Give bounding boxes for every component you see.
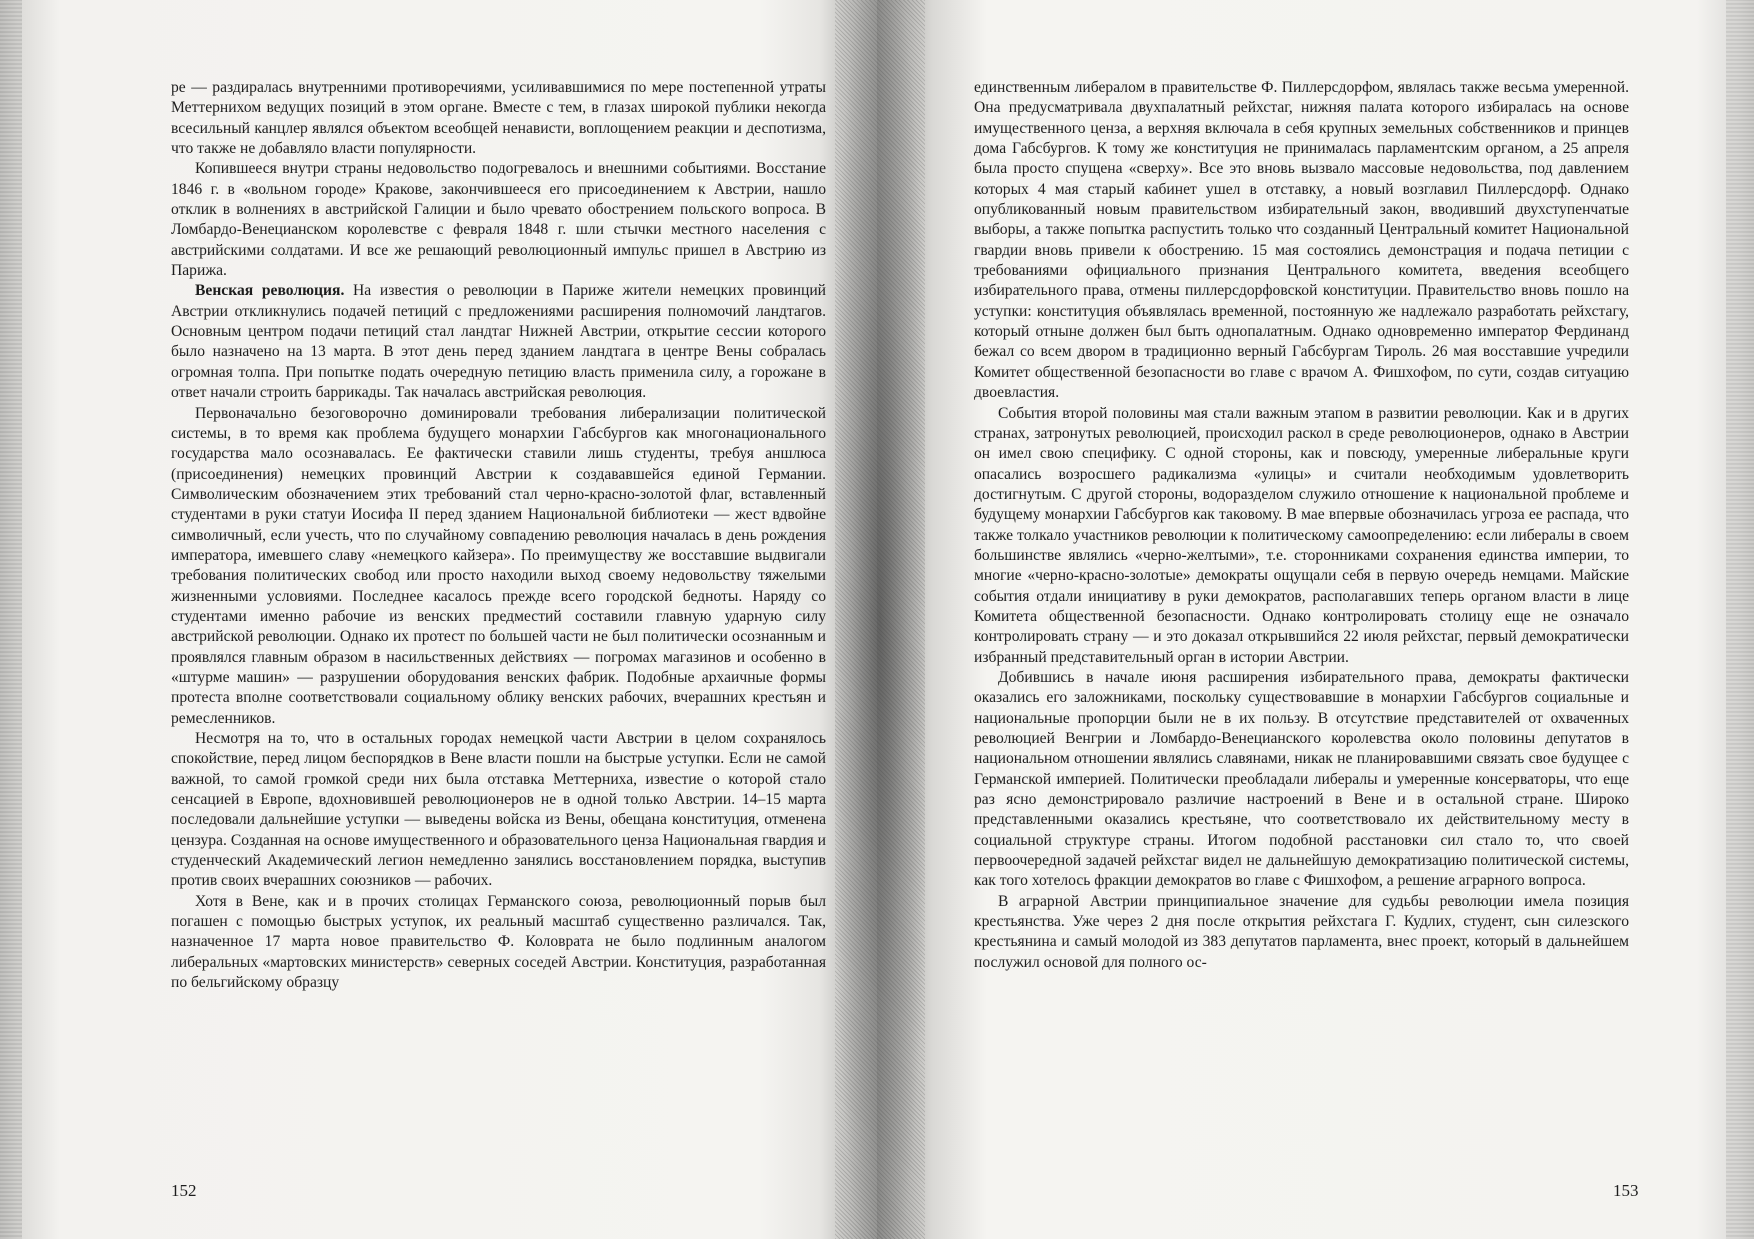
paragraph: В аграрной Австрии принципиальное значение для судьбы революции имела позиция крестьянства. Уже через 2 дня после открытия рейхстага Г. Кудлих, студент, сын силезского крестьянина и самый молодой из 383 депутатов парламента, внес проект, который в дальнейшем послужил основой для полного ос- [974, 892, 1629, 971]
paragraph: Хотя в Вене, как и в прочих столицах Германского союза, революционный порыв был погашен с помощью быстрых уступок, их реальный масштаб существенно различался. Так, назначенное 17 марта новое правительство Ф. Коловрата не было подлинным аналогом либеральных «мартовских министерств» северных соседей Австрии. Конституция, разработанная по бельгийскому образцу [171, 892, 826, 992]
section-heading: Венская революция. [195, 282, 345, 300]
left-text-column [171, 78, 826, 993]
page-edge [0, 0, 22, 1239]
paragraph: Несмотря на то, что в остальных городах немецкой части Австрии в целом сохранялось спокойствие, перед лицом беспорядков в Вене власти пошли на быстрые уступки. Если не самой важной, то самой громкой среди них была отставка Меттерниха, известие о которой стало сенсацией в Европе, вдохновившей революционеров не в одной только Австрии. 14–15 марта последовали дальнейшие уступки — выведены войска из Вены, обещана конституция, отменена цензура. Созданная на основе имущественного и образовательного ценза Национальная гвардия и студенческий Академический легион немедленно занялись восстановлением порядка, выступив против своих вчерашних союзников — рабочих. [171, 730, 826, 890]
page-number: 152 [171, 1181, 197, 1200]
paragraph: События второй половины мая стали важным этапом в развитии революции. Как и в других странах, затронутых революцией, происходил раскол в среде революционеров, однако в Австрии он имел свою специфику. С одной стороны, как и повсюду, умеренные либеральные круги опасались возросшего радикализма «улицы» и считали необходимым удовлетворить достигнутым. С другой стороны, водоразделом служило отношение к национальной проблеме и будущему монархии Габсбургов как таковому. В мае впервые обозначилась угроза ее распада, что также толкало участников революции к политическому самоопределению: если либералы в своем большинстве являлись «черно-желтыми», т.е. сторонниками сохранения единства империи, то многие «черно-красно-золотые» демократы ощущали себя в первую очередь немцами. Майские события отдали инициативу в руки демократов, располагавших теперь органом власти в лице Комитета общественной безопасности. Однако контролировать столицу еще не означало контролировать страну — и это доказал открывшийся 22 июля рейхстаг, первый демократически избранный представительный орган в истории Австрии. [974, 404, 1629, 666]
paragraph: единственным либералом в правительстве Ф. Пиллерсдорфом, являлась также весьма умеренной. Она предусматривала двухпалатный рейхстаг, нижняя палата которого избиралась на основе имущественного ценза, а верхняя включала в себя крупных земельных собственников и принцев дома Габсбургов. К тому же конституция не принималась парламентским органом, а 25 апреля была просто спущена «сверху». Все это вновь вызвало массовые недовольства, под давлением которых 4 мая старый кабинет ушел в отставку, а новый возглавил Пиллерсдорф. Однако опубликованный новым правительством избирательный закон, вводивший двухступенчатые выборы, а также попытка распустить только что созданный Центральный комитет Национальной гвардии вновь привели к обострению. 15 мая состоялись демонстрация и подача петиции с требованиями официального признания Центрального комитета, введения всеобщего избирательного права, отмены пиллерсдорфовской конституции. Правительство вновь пошло на уступки: конституция объявлялась временной, постоянную же надлежало разработать рейхстагу, который отныне должен был быть однопалатным. Однако одновременно император Фердинанд бежал со всем двором в традиционно верный Габсбургам Тироль. 26 мая восставшие учредили Комитет общественной безопасности во главе с врачом А. Фишхофом, по сути, создав ситуацию двоевластия. [974, 79, 1629, 402]
paragraph: Копившееся внутри страны недовольство подогревалось и внешними событиями. Восстание 1846 г. в «вольном городе» Кракове, закончившееся его присоединением к Австрии, нашло отклик в волнениях в австрийской Галиции и было чревато обострением польского вопроса. В Ломбардо-Венецианском королевстве с февраля 1848 г. шли стычки местного населения с австрийскими солдатами. И все же решающий революционный импульс пришел в Австрию из Парижа. [171, 160, 826, 280]
paragraph: Добившись в начале июня расширения избирательного права, демократы фактически оказались его заложниками, поскольку существовавшие в монархии Габсбургов социальные и национальные пропорции были не в их пользу. В отсутствие представителей от охваченных революцией Венгрии и Ломбардо-Венецианского королевства около половины депутатов в национальном отношении являлись славянами, никак не планировавшими связать свое будущее с Германской империей. Политически преобладали либералы и умеренные консерваторы, что еще раз ясно демонстрировало различие настроений в Вене и в остальной стране. Широко представленными оказались крестьяне, что соответствовало их действительному месту в социальной структуре страны. Итогом подобной расстановки сил стало то, что своей первоочередной задачей рейхстаг видел не дальнейшую демократизацию политической системы, как того хотелось фракции демократов во главе с Фишхофом, а решение аграрного вопроса. [974, 668, 1629, 890]
paragraph-with-heading [171, 281, 826, 403]
right-page [877, 0, 1754, 1239]
right-text-column [974, 78, 1629, 973]
paragraph-text: На известия о революции в Париже жители немецких провинций Австрии откликнулись подачей петиций с предложениями расширения полномочий ландтагов. Основным центром подачи петиций стал ландтаг Нижней Австрии, открытие сессии которого было назначено на 13 марта. В этот день перед зданием ландтага в центре Вены собралась огромная толпа. При попытке подать очередную петицию власть применила силу, а горожане в ответ начали строить баррикады. Так началась австрийская революция. [171, 282, 827, 402]
page-edge [1726, 0, 1754, 1239]
page-number: 153 [1613, 1181, 1639, 1200]
paragraph: ре — раздиралась внутренними противоречиями, усиливавшимися по мере постепенной утраты Меттернихом ведущих позиций в этом органе. Вместе с тем, в глазах широкой публики некогда всесильный канцлер являлся объектом всеобщей ненависти, воплощением реакции и деспотизма, что также не добавляло власти популярности. [171, 79, 826, 158]
paragraph: Первоначально безоговорочно доминировали требования либерализации политической системы, в то время как проблема будущего монархии Габсбургов как многонационального государства мало осознавалась. Ее фактически ставили лишь студенты, требуя аншлюса (присоединения) немецких провинций Австрии к создававшейся единой Германии. Символическим обозначением этих требований стал черно-красно-золотой флаг, вставленный студентами в руки статуи Иосифа II перед зданием Национальной библиотеки — жест вдвойне символичный, если учесть, что по случайному совпадению революция началась в день рождения императора, имевшего славу «немецкого кайзера». По преимуществу же восставшие выдвигали требования политических свобод или просто находили выход своему недовольству тяжелыми жизненными условиями. Последнее касалось прежде всего городской бедноты. Наряду со студентами именно рабочие из венских предместий составили главную ударную силу австрийской революции. Однако их протест по большей части не был политически осознанным и проявлялся главным образом в насильственных действиях — погромах магазинов и особенно в «штурме машин» — разрушении оборудования венских фабрик. Подобные архаичные формы протеста вполне соответствовали социальному облику венских рабочих, вчерашних крестьян и ремесленников. [171, 404, 826, 727]
